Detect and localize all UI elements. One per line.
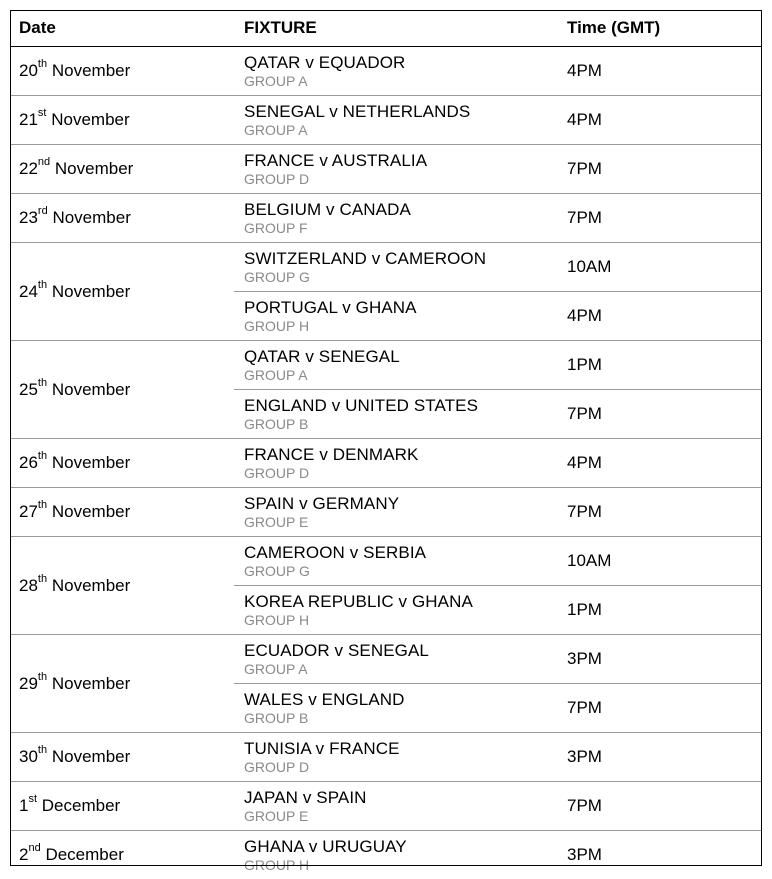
kickoff-time: 3PM: [557, 733, 762, 782]
date-cell: [10, 537, 234, 635]
fixture-cell: [234, 96, 557, 145]
fixture-teams: KOREA REPUBLIC v GHANA: [244, 591, 557, 612]
fixture-group: GROUP B: [244, 416, 557, 433]
fixture-group: GROUP E: [244, 514, 557, 531]
date-day: 20: [19, 61, 38, 80]
fixture-teams: FRANCE v AUSTRALIA: [244, 150, 557, 171]
fixture-group: GROUP F: [244, 220, 557, 237]
date-ordinal-suffix: th: [38, 279, 47, 291]
time-column-header: Time (GMT): [557, 10, 762, 47]
date-month: December: [42, 796, 120, 815]
fixture-teams: GHANA v URUGUAY: [244, 836, 557, 857]
date-day: 28: [19, 576, 38, 595]
fixture-group: GROUP A: [244, 661, 557, 678]
date-ordinal-suffix: th: [38, 499, 47, 511]
date-day: 23: [19, 208, 38, 227]
date-cell: [10, 439, 234, 488]
date-month: November: [51, 110, 129, 129]
date-month: November: [55, 159, 133, 178]
kickoff-time: 1PM: [557, 586, 762, 635]
fixture-cell: [234, 782, 557, 831]
date-column-header: Date: [10, 10, 234, 47]
table-row: [10, 96, 762, 145]
date-cell: [10, 96, 234, 145]
date-month: November: [52, 380, 130, 399]
date-day: 24: [19, 282, 38, 301]
date-day: 22: [19, 159, 38, 178]
kickoff-time: 4PM: [557, 292, 762, 341]
date-day: 2: [19, 845, 28, 864]
fixture-cell: [234, 292, 557, 341]
date-cell: [10, 488, 234, 537]
date-month: November: [52, 576, 130, 595]
table-row: [10, 145, 762, 194]
fixture-cell: [234, 341, 557, 390]
kickoff-time: 7PM: [557, 782, 762, 831]
fixture-group: GROUP G: [244, 563, 557, 580]
fixture-cell: [234, 635, 557, 684]
fixture-teams: SPAIN v GERMANY: [244, 493, 557, 514]
kickoff-time: 3PM: [557, 831, 762, 879]
date-month: November: [52, 747, 130, 766]
kickoff-time: 4PM: [557, 47, 762, 96]
date-cell: [10, 145, 234, 194]
date-month: November: [52, 453, 130, 472]
fixture-cell: [234, 488, 557, 537]
date-cell: [10, 782, 234, 831]
table-row: [10, 439, 762, 488]
date-ordinal-suffix: rd: [38, 205, 48, 217]
fixtures-table: [10, 10, 762, 879]
header-row: [10, 10, 762, 47]
fixture-group: GROUP A: [244, 122, 557, 139]
date-ordinal-suffix: th: [38, 671, 47, 683]
fixture-group: GROUP D: [244, 171, 557, 188]
kickoff-time: 7PM: [557, 488, 762, 537]
date-cell: [10, 341, 234, 439]
date-month: November: [52, 502, 130, 521]
date-day: 27: [19, 502, 38, 521]
kickoff-time: 7PM: [557, 684, 762, 733]
fixture-group: GROUP D: [244, 759, 557, 776]
fixture-teams: SWITZERLAND v CAMEROON: [244, 248, 557, 269]
table-row: [10, 243, 762, 292]
fixture-teams: PORTUGAL v GHANA: [244, 297, 557, 318]
date-day: 26: [19, 453, 38, 472]
date-ordinal-suffix: nd: [38, 156, 50, 168]
table-row: [10, 782, 762, 831]
fixture-group: GROUP H: [244, 612, 557, 629]
kickoff-time: 4PM: [557, 96, 762, 145]
date-month: November: [52, 208, 130, 227]
fixture-teams: QATAR v SENEGAL: [244, 346, 557, 367]
date-day: 1: [19, 796, 28, 815]
fixture-teams: TUNISIA v FRANCE: [244, 738, 557, 759]
fixture-cell: [234, 586, 557, 635]
table-row: [10, 537, 762, 586]
date-ordinal-suffix: th: [38, 58, 47, 70]
kickoff-time: 10AM: [557, 243, 762, 292]
table-row: [10, 194, 762, 243]
fixture-teams: ENGLAND v UNITED STATES: [244, 395, 557, 416]
fixture-cell: [234, 733, 557, 782]
fixture-cell: [234, 243, 557, 292]
fixture-group: GROUP A: [244, 73, 557, 90]
date-month: December: [45, 845, 123, 864]
kickoff-time: 7PM: [557, 194, 762, 243]
fixture-group: GROUP G: [244, 269, 557, 286]
fixture-cell: [234, 390, 557, 439]
fixtures-body: [10, 47, 762, 879]
date-cell: [10, 47, 234, 96]
date-month: November: [52, 282, 130, 301]
kickoff-time: 10AM: [557, 537, 762, 586]
date-month: November: [52, 674, 130, 693]
kickoff-time: 7PM: [557, 390, 762, 439]
kickoff-time: 3PM: [557, 635, 762, 684]
fixture-cell: [234, 47, 557, 96]
kickoff-time: 4PM: [557, 439, 762, 488]
date-month: November: [52, 61, 130, 80]
kickoff-time: 1PM: [557, 341, 762, 390]
date-cell: [10, 831, 234, 879]
fixture-group: GROUP H: [244, 857, 557, 874]
table-row: [10, 635, 762, 684]
table-row: [10, 488, 762, 537]
fixture-teams: BELGIUM v CANADA: [244, 199, 557, 220]
table-row: [10, 47, 762, 96]
date-day: 30: [19, 747, 38, 766]
fixture-cell: [234, 831, 557, 879]
date-ordinal-suffix: nd: [28, 842, 40, 854]
fixture-teams: SENEGAL v NETHERLANDS: [244, 101, 557, 122]
date-day: 29: [19, 674, 38, 693]
fixture-group: GROUP A: [244, 367, 557, 384]
date-cell: [10, 243, 234, 341]
fixture-cell: [234, 145, 557, 194]
fixture-cell: [234, 194, 557, 243]
fixture-group: GROUP H: [244, 318, 557, 335]
date-cell: [10, 635, 234, 733]
date-cell: [10, 194, 234, 243]
fixture-cell: [234, 537, 557, 586]
table-row: [10, 341, 762, 390]
fixture-column-header: FIXTURE: [234, 10, 557, 47]
date-ordinal-suffix: th: [38, 450, 47, 462]
date-ordinal-suffix: th: [38, 377, 47, 389]
date-ordinal-suffix: th: [38, 744, 47, 756]
date-ordinal-suffix: st: [38, 107, 47, 119]
fixture-group: GROUP D: [244, 465, 557, 482]
date-ordinal-suffix: th: [38, 573, 47, 585]
fixture-cell: [234, 439, 557, 488]
date-day: 25: [19, 380, 38, 399]
date-cell: [10, 733, 234, 782]
fixture-teams: QATAR v EQUADOR: [244, 52, 557, 73]
table-row: [10, 733, 762, 782]
date-ordinal-suffix: st: [28, 793, 37, 805]
fixture-teams: JAPAN v SPAIN: [244, 787, 557, 808]
kickoff-time: 7PM: [557, 145, 762, 194]
fixture-teams: CAMEROON v SERBIA: [244, 542, 557, 563]
fixture-group: GROUP B: [244, 710, 557, 727]
date-day: 21: [19, 110, 38, 129]
table-row: [10, 831, 762, 879]
fixture-teams: WALES v ENGLAND: [244, 689, 557, 710]
fixture-group: GROUP E: [244, 808, 557, 825]
fixture-teams: ECUADOR v SENEGAL: [244, 640, 557, 661]
fixture-teams: FRANCE v DENMARK: [244, 444, 557, 465]
fixture-cell: [234, 684, 557, 733]
